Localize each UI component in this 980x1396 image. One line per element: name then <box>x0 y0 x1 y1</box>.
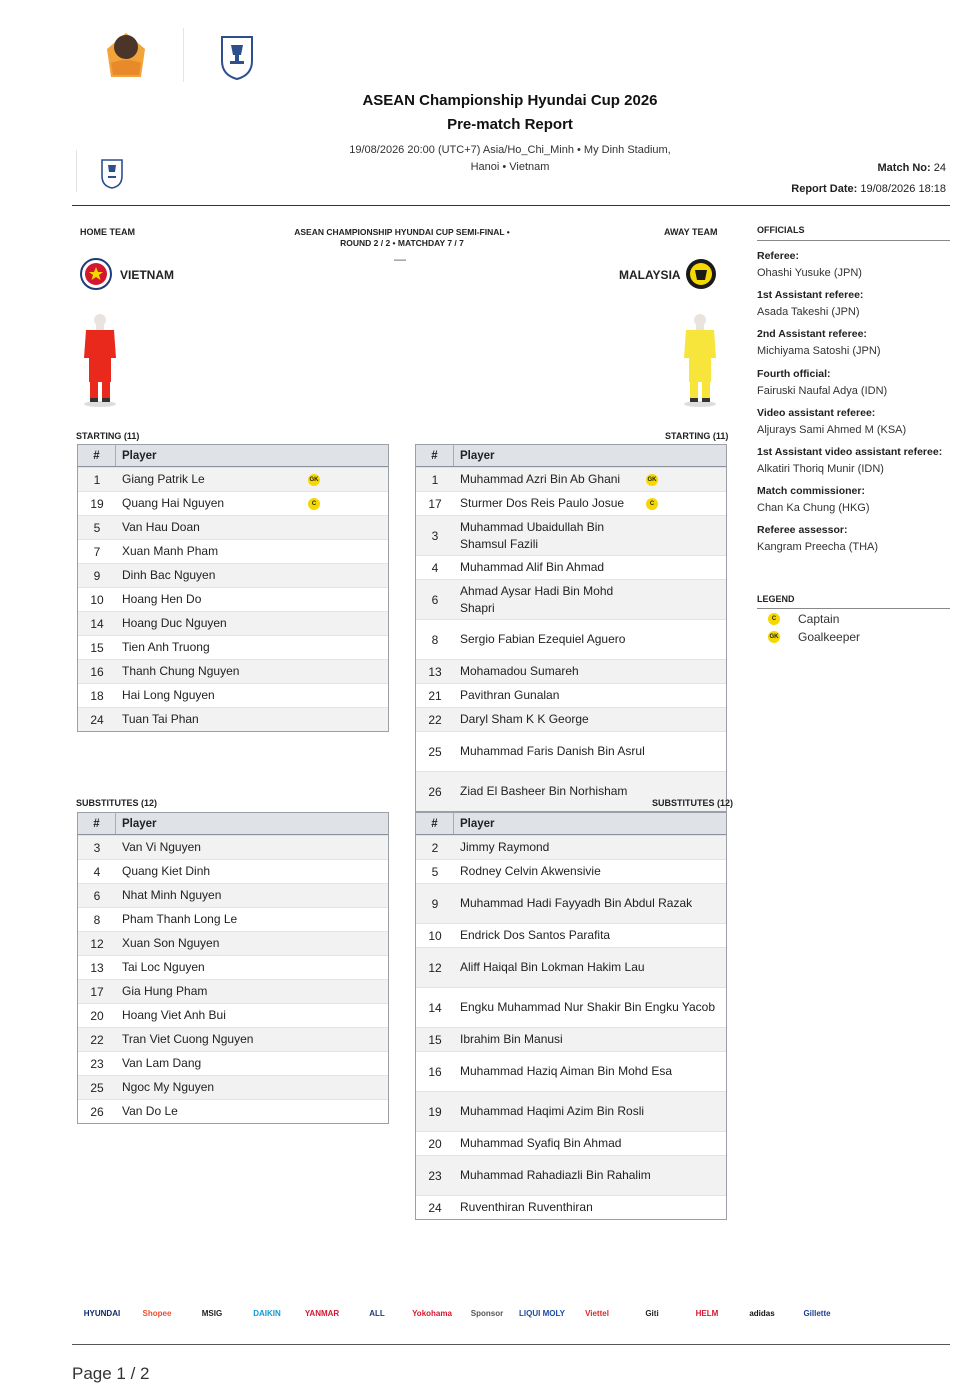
player-name: Sturmer Dos Reis Paulo Josue <box>460 496 625 510</box>
official-name: Fairuski Naufal Adya (IDN) <box>757 384 888 397</box>
table-row <box>78 683 388 707</box>
player-number: 4 <box>431 560 439 575</box>
table-body <box>78 835 388 1123</box>
player-number: 10 <box>428 928 442 943</box>
player-number: 5 <box>431 864 439 879</box>
table-row <box>78 931 388 955</box>
player-number: 21 <box>428 688 442 703</box>
badge-cell <box>308 564 388 587</box>
badge-cell <box>308 468 388 491</box>
player-number: 7 <box>93 544 101 559</box>
player-name: Mohamadou Sumareh <box>460 664 579 678</box>
badge-cell <box>308 516 388 539</box>
player-name: Tien Anh Truong <box>122 640 210 654</box>
player-number: 23 <box>90 1056 104 1071</box>
match-score: — <box>394 252 406 266</box>
table-row <box>78 1003 388 1027</box>
table-row <box>78 659 388 683</box>
table-row <box>416 555 726 579</box>
col-player-header: Player <box>122 449 157 462</box>
player-name: Muhammad Rahadiazli Bin Rahalim <box>460 1168 651 1182</box>
player-number: 3 <box>431 528 439 543</box>
player-name: Van Do Le <box>122 1104 178 1118</box>
asean-football-logo <box>98 26 154 84</box>
player-name: Pavithran Gunalan <box>460 688 560 702</box>
badge-cell <box>646 468 726 491</box>
table-row <box>78 707 388 731</box>
away-starting-label: STARTING (11) <box>665 431 729 441</box>
player-number: 18 <box>90 688 104 703</box>
player-name: Muhammad Haqimi Azim Bin Rosli <box>460 1104 645 1118</box>
match-number: Match No: 24 <box>877 162 946 174</box>
player-number: 13 <box>428 664 442 679</box>
badge-cell <box>308 492 388 515</box>
match-city-country: Hanoi • Vietnam <box>470 161 550 173</box>
player-number: 2 <box>431 840 439 855</box>
player-number: 20 <box>90 1008 104 1023</box>
official-name: Aljurays Sami Ahmed M (KSA) <box>757 423 907 436</box>
officials-title: OFFICIALS <box>757 225 805 235</box>
player-number: 15 <box>90 640 104 655</box>
badge-cell <box>308 636 388 659</box>
player-name: Sergio Fabian Ezequiel Aguero <box>460 632 626 646</box>
sponsor-logo: HYUNDAI <box>83 1308 121 1318</box>
page-number: Page 1 / 2 <box>72 1364 150 1383</box>
player-number: 25 <box>90 1080 104 1095</box>
official-role: Match commissioner: <box>757 485 865 498</box>
sponsor-logo: ALL <box>369 1308 385 1318</box>
player-name: Muhammad Ubaidullah Bin Shamsul Fazili <box>460 519 605 551</box>
col-player-header: Player <box>122 817 157 830</box>
table-row <box>416 491 726 515</box>
vietnam-crest-icon <box>79 257 113 291</box>
player-number: 4 <box>93 864 101 879</box>
home-subs-table <box>77 812 389 1124</box>
player-name: Van Hau Doan <box>122 520 200 534</box>
table-row <box>416 883 726 923</box>
player-name: Giang Patrik Le <box>122 472 205 486</box>
player-number: 16 <box>90 664 104 679</box>
header-divider-small <box>76 150 77 192</box>
player-name: Hoang Viet Anh Bui <box>122 1008 226 1022</box>
table-row <box>416 619 726 659</box>
player-number: 22 <box>90 1032 104 1047</box>
table-row <box>416 707 726 731</box>
legend-goalkeeper: GK Goalkeeper <box>769 630 861 644</box>
table-row <box>78 539 388 563</box>
player-name: Rodney Celvin Akwensivie <box>460 864 601 878</box>
player-name: Muhammad Faris Danish Bin Asrul <box>460 744 645 758</box>
official-role: Fourth official: <box>757 367 831 380</box>
table-row <box>78 979 388 1003</box>
sponsor-logo: Viettel <box>585 1308 609 1318</box>
badge-cell <box>308 708 388 731</box>
player-name: Ziad El Basheer Bin Norhisham <box>460 784 628 798</box>
player-number: 10 <box>90 592 104 607</box>
table-row <box>416 515 726 555</box>
away-team-caption: AWAY TEAM <box>664 227 718 237</box>
player-number: 17 <box>428 496 442 511</box>
table-row <box>78 835 388 859</box>
player-name: Ruventhiran Ruventhiran <box>460 1200 593 1214</box>
badge-cell <box>646 732 726 771</box>
badge-cell <box>646 620 726 659</box>
player-number: 23 <box>428 1168 442 1183</box>
report-subtitle: Pre-match Report <box>447 116 573 133</box>
player-number: 24 <box>428 1200 442 1215</box>
official-name: Alkatiri Thoriq Munir (IDN) <box>757 463 884 475</box>
official-name: Asada Takeshi (JPN) <box>757 306 860 319</box>
col-number-header: # <box>78 445 116 466</box>
player-number: 1 <box>431 472 439 487</box>
player-number: 22 <box>428 712 442 727</box>
match-datetime-venue: 19/08/2026 20:00 (UTC+7) Asia/Ho_Chi_Minh • My Dinh Stadium, <box>349 144 671 156</box>
col-player-header: Player <box>460 817 495 830</box>
home-team-caption: HOME TEAM <box>80 227 135 237</box>
sponsor-logo: YANMAR <box>304 1308 340 1318</box>
table-row <box>416 1027 726 1051</box>
official-name: Michiyama Satoshi (JPN) <box>757 345 881 358</box>
table-row <box>416 987 726 1027</box>
table-row <box>78 1051 388 1075</box>
away-subs-label: SUBSTITUTES (12) <box>652 798 734 808</box>
player-name: Van Vi Nguyen <box>122 840 201 854</box>
player-number: 14 <box>428 1000 442 1015</box>
table-header <box>78 445 388 467</box>
officials-divider <box>757 240 950 241</box>
table-row <box>78 907 388 931</box>
player-name: Thanh Chung Nguyen <box>122 664 240 678</box>
table-row <box>416 923 726 947</box>
player-name: Jimmy Raymond <box>460 840 550 854</box>
col-number-header: # <box>416 445 454 466</box>
official-role: Referee: <box>757 250 800 262</box>
sponsor-logo: Shopee <box>142 1308 172 1318</box>
table-row <box>78 467 388 491</box>
player-name: Tai Loc Nguyen <box>122 960 205 974</box>
table-row <box>416 1155 726 1195</box>
badge-cell <box>646 516 726 555</box>
player-name: Hoang Duc Nguyen <box>122 616 227 630</box>
player-name: Gia Hung Pham <box>122 984 208 998</box>
player-name: Muhammad Alif Bin Ahmad <box>460 560 605 574</box>
goalkeeper-badge-icon: GK <box>308 474 320 486</box>
sponsor-logo: LIQUI MOLY <box>519 1308 565 1318</box>
away-starting-table <box>415 444 727 812</box>
badge-cell <box>646 492 726 515</box>
player-name: Hoang Hen Do <box>122 592 202 606</box>
table-row <box>78 563 388 587</box>
player-number: 16 <box>428 1064 442 1079</box>
table-row <box>416 1195 726 1219</box>
player-number: 12 <box>428 960 442 975</box>
table-row <box>78 1075 388 1099</box>
report-title: ASEAN Championship Hyundai Cup 2026 <box>362 92 658 109</box>
sponsor-logo: Yokohama <box>412 1308 452 1318</box>
table-row <box>416 579 726 619</box>
official-name: Chan Ka Chung (HKG) <box>757 502 870 515</box>
table-row <box>78 587 388 611</box>
player-name: Nhat Minh Nguyen <box>122 888 222 902</box>
player-name: Muhammad Azri Bin Ab Ghani <box>460 472 621 486</box>
sponsor-logo: DAIKIN <box>253 1308 281 1318</box>
player-number: 6 <box>93 888 101 903</box>
badge-cell <box>308 660 388 683</box>
official-role: Video assistant referee: <box>757 406 876 419</box>
col-number-header: # <box>78 813 116 834</box>
badge-cell <box>308 540 388 563</box>
table-row <box>78 611 388 635</box>
table-header <box>416 445 726 467</box>
player-name: Aliff Haiqal Bin Lokman Hakim Lau <box>460 960 645 974</box>
player-name: Tran Viet Cuong Nguyen <box>122 1032 254 1046</box>
player-number: 6 <box>431 592 439 607</box>
badge-cell <box>646 684 726 707</box>
player-name: Engku Muhammad Nur Shakir Bin Engku Yacob <box>460 1000 716 1014</box>
table-row <box>416 731 726 771</box>
player-number: 26 <box>428 784 442 799</box>
player-name: Dinh Bac Nguyen <box>122 568 216 582</box>
player-number: 19 <box>90 496 104 511</box>
badge-cell <box>308 588 388 611</box>
away-subs-table <box>415 812 727 1220</box>
player-number: 12 <box>90 936 104 951</box>
table-row <box>416 659 726 683</box>
col-player-header: Player <box>460 449 495 462</box>
header-separator <box>72 205 950 206</box>
home-starting-label: STARTING (11) <box>76 431 140 441</box>
player-name: Quang Hai Nguyen <box>122 496 225 510</box>
player-number: 20 <box>428 1136 442 1151</box>
table-body <box>416 835 726 1219</box>
player-name: Pham Thanh Long Le <box>122 912 238 926</box>
legend-title: LEGEND <box>757 594 795 604</box>
home-kit-icon <box>78 310 122 408</box>
report-date: Report Date: 19/08/2026 18:18 <box>791 183 946 195</box>
table-row <box>416 1091 726 1131</box>
badge-cell <box>646 580 726 619</box>
table-row <box>416 835 726 859</box>
sponsor-logo: adidas <box>749 1308 775 1318</box>
table-header <box>78 813 388 835</box>
official-role: Referee assessor: <box>757 524 848 537</box>
player-number: 14 <box>90 616 104 631</box>
badge-cell <box>646 660 726 683</box>
goalkeeper-badge-icon: GK <box>646 474 658 486</box>
table-row <box>78 955 388 979</box>
table-row <box>78 859 388 883</box>
table-row <box>416 467 726 491</box>
table-header <box>416 813 726 835</box>
player-number: 26 <box>90 1104 104 1119</box>
captain-badge-icon: C <box>768 613 780 625</box>
player-name: Daryl Sham K K George <box>460 712 589 726</box>
badge-cell <box>308 684 388 707</box>
malaysia-crest-icon <box>684 257 718 291</box>
player-name: Muhammad Syafiq Bin Ahmad <box>460 1136 622 1150</box>
table-row <box>78 1099 388 1123</box>
home-starting-table <box>77 444 389 732</box>
player-name: Tuan Tai Phan <box>122 712 199 726</box>
player-name: Ahmad Aysar Hadi Bin Mohd Shapri <box>460 583 614 615</box>
official-name: Kangram Preecha (THA) <box>757 541 879 554</box>
home-subs-label: SUBSTITUTES (12) <box>76 798 158 808</box>
away-team-name: MALAYSIA <box>619 268 681 282</box>
sponsor-logo: Sponsor <box>470 1308 504 1318</box>
player-number: 9 <box>93 568 101 583</box>
table-row <box>78 1027 388 1051</box>
match-stage: ASEAN CHAMPIONSHIP HYUNDAI CUP SEMI-FINAL • ROUND 2 / 2 • MATCHDAY 7 / 7 <box>294 227 510 248</box>
sponsor-logo: HELM <box>695 1308 719 1318</box>
player-name: Muhammad Haziq Aiman Bin Mohd Esa <box>460 1064 673 1078</box>
captain-badge-icon: C <box>646 498 658 510</box>
player-name: Xuan Manh Pham <box>122 544 219 558</box>
table-body <box>78 467 388 731</box>
home-team-name: VIETNAM <box>120 268 174 282</box>
legend-captain: C Captain <box>768 612 839 626</box>
player-number: 3 <box>93 840 101 855</box>
official-role: 2nd Assistant referee: <box>757 328 867 341</box>
player-number: 8 <box>93 912 101 927</box>
player-name: Ibrahim Bin Manusi <box>460 1032 563 1046</box>
cup-small-logo <box>96 154 128 192</box>
table-row <box>416 1051 726 1091</box>
table-row <box>78 635 388 659</box>
sponsor-logo: MSIG <box>201 1308 223 1318</box>
badge-cell <box>646 556 726 579</box>
player-number: 1 <box>93 472 101 487</box>
sponsor-logo: Gillette <box>803 1308 831 1318</box>
player-name: Ngoc My Nguyen <box>122 1080 215 1094</box>
goalkeeper-badge-icon: GK <box>768 631 780 643</box>
player-name: Muhammad Hadi Fayyadh Bin Abdul Razak <box>460 896 693 910</box>
player-number: 13 <box>90 960 104 975</box>
player-number: 9 <box>431 896 439 911</box>
badge-cell <box>646 708 726 731</box>
table-row <box>78 491 388 515</box>
player-number: 8 <box>431 632 439 647</box>
table-body <box>416 467 726 811</box>
footer-separator <box>72 1344 950 1345</box>
player-number: 5 <box>93 520 101 535</box>
table-row <box>78 883 388 907</box>
table-row <box>416 1131 726 1155</box>
player-number: 17 <box>90 984 104 999</box>
player-number: 15 <box>428 1032 442 1047</box>
col-number-header: # <box>416 813 454 834</box>
table-row <box>416 859 726 883</box>
legend-divider <box>757 608 950 609</box>
away-kit-icon <box>678 310 722 408</box>
player-number: 24 <box>90 712 104 727</box>
player-name: Hai Long Nguyen <box>122 688 215 702</box>
official-role: 1st Assistant referee: <box>757 289 864 302</box>
captain-badge-icon: C <box>308 498 320 510</box>
table-row <box>78 515 388 539</box>
header-divider <box>183 28 184 82</box>
player-name: Xuan Son Nguyen <box>122 936 220 950</box>
sponsor-logo: Giti <box>645 1308 659 1318</box>
table-row <box>416 947 726 987</box>
player-name: Quang Kiet Dinh <box>122 864 211 878</box>
table-row <box>416 683 726 707</box>
player-number: 19 <box>428 1104 442 1119</box>
badge-cell <box>308 612 388 635</box>
hyundai-cup-trophy-logo <box>214 30 260 82</box>
player-name: Endrick Dos Santos Parafita <box>460 928 611 942</box>
official-role: 1st Assistant video assistant referee: <box>757 446 943 458</box>
player-number: 25 <box>428 744 442 759</box>
player-name: Van Lam Dang <box>122 1056 202 1070</box>
official-name: Ohashi Yusuke (JPN) <box>757 267 862 279</box>
